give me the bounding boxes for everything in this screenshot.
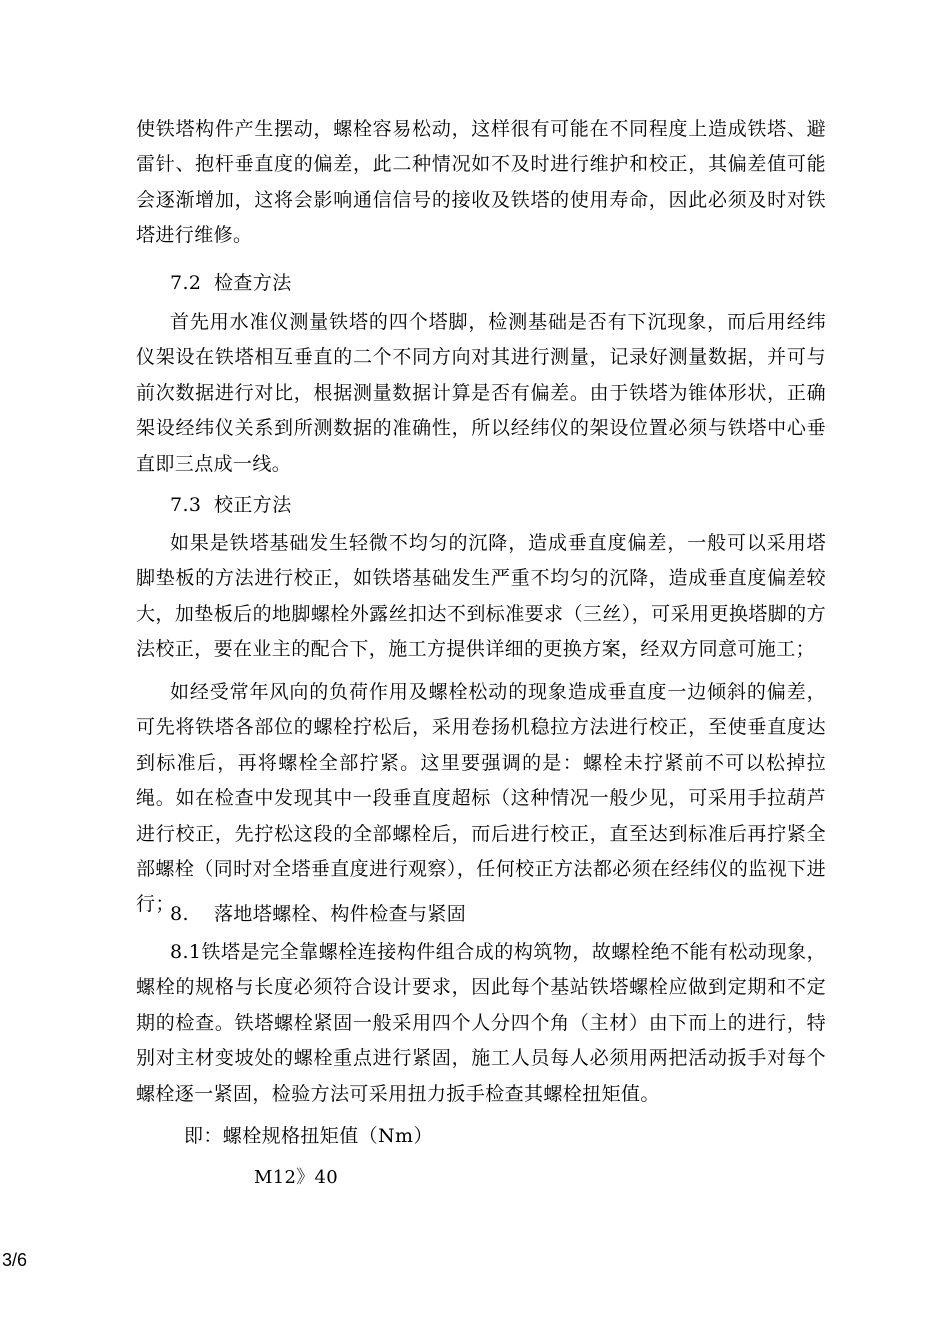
section-8-heading: [136, 897, 826, 932]
paragraph-2-text: 首先用水准仪测量铁塔的四个塔脚，检测基础是否有下沉现象，而后用经纬仪架设在铁塔相互垂直的二个不同方向对其进行测量，记录好测量数据，并可与前次数据进行对比，根据测量数据计算是否有偏差。由于铁塔为锥体形状，正确架设经纬仪关系到所测数据的准确性，所以经纬仪的架设位置必须与铁塔中心垂直即三点成一线。: [136, 311, 826, 475]
section-7-2-heading: [136, 266, 826, 301]
paragraph-1: [136, 112, 826, 254]
section-7-3-heading: [136, 488, 826, 523]
paragraph-1-text: 使铁塔构件产生摆动，螺栓容易松动，这样很有可能在不同程度上造成铁塔、避雷针、抱杆垂直度的偏差，此二种情况如不及时进行维护和校正，其偏差值可能会逐渐增加，这将会影响通信信号的接收及铁塔的使用寿命，因此必须及时对铁塔进行维修。: [136, 118, 826, 247]
page-number-indicator: 3/6: [2, 1250, 28, 1270]
paragraph-3: [136, 526, 826, 668]
torque-spec-line: 即：螺栓规格扭矩值（Nm）: [184, 1125, 433, 1147]
section-8-title: 落地塔螺栓、构件检查与紧固: [214, 903, 467, 925]
section-7-2-title: 检查方法: [214, 272, 292, 294]
paragraph-5: [136, 935, 826, 1112]
section-8-number: 8.: [170, 903, 189, 925]
paragraph-4-text: 如经受常年风向的负荷作用及螺栓松动的现象造成垂直度一边倾斜的偏差，可先将铁塔各部位的螺栓拧松后，采用卷扬机稳拉方法进行校正，至使垂直度达到标准后，再将螺栓全部拧紧。这里要强调的是：螺栓未拧紧前不可以松掉拉绳。如在检查中发现其中一段垂直度超标（这种情况一般少见，可采用手拉葫芦进行校正，先拧松这段的全部螺栓后，而后进行校正，直至达到标准后再拧紧全部螺栓（同时对全塔垂直度进行观察），任何校正方法都必须在经纬仪的监视下进行；: [136, 681, 826, 916]
section-7-3-title: 校正方法: [214, 494, 292, 516]
paragraph-4: [136, 675, 826, 923]
paragraph-5-text: 8.1铁塔是完全靠螺栓连接构件组合成的构筑物，故螺栓绝不能有松动现象，螺栓的规格与长度必须符合设计要求，因此每个基站铁塔螺栓应做到定期和不定期的检查。铁塔螺栓紧固一般采用四个人分四个角（主材）由下而上的进行，特别对主材变坡处的螺栓重点进行紧固，施工人员每人必须用两把活动扳手对每个螺栓逐一紧固，检验方法可采用扭力扳手检查其螺栓扭矩值。: [136, 941, 826, 1105]
torque-spec-value: M12》40: [254, 1167, 339, 1188]
section-7-2-number: 7.2: [170, 272, 202, 294]
section-7-3-number: 7.3: [170, 494, 202, 516]
paragraph-3-text: 如果是铁塔基础发生轻微不均匀的沉降，造成垂直度偏差，一般可以采用塔脚垫板的方法进行校正，如铁塔基础发生严重不均匀的沉降，造成垂直度偏差较大，加垫板后的地脚螺栓外露丝扣达不到标准要求（三丝），可采用更换塔脚的方法校正，要在业主的配合下，施工方提供详细的更换方案，经双方同意可施工；: [136, 532, 826, 661]
paragraph-2: [136, 305, 826, 482]
